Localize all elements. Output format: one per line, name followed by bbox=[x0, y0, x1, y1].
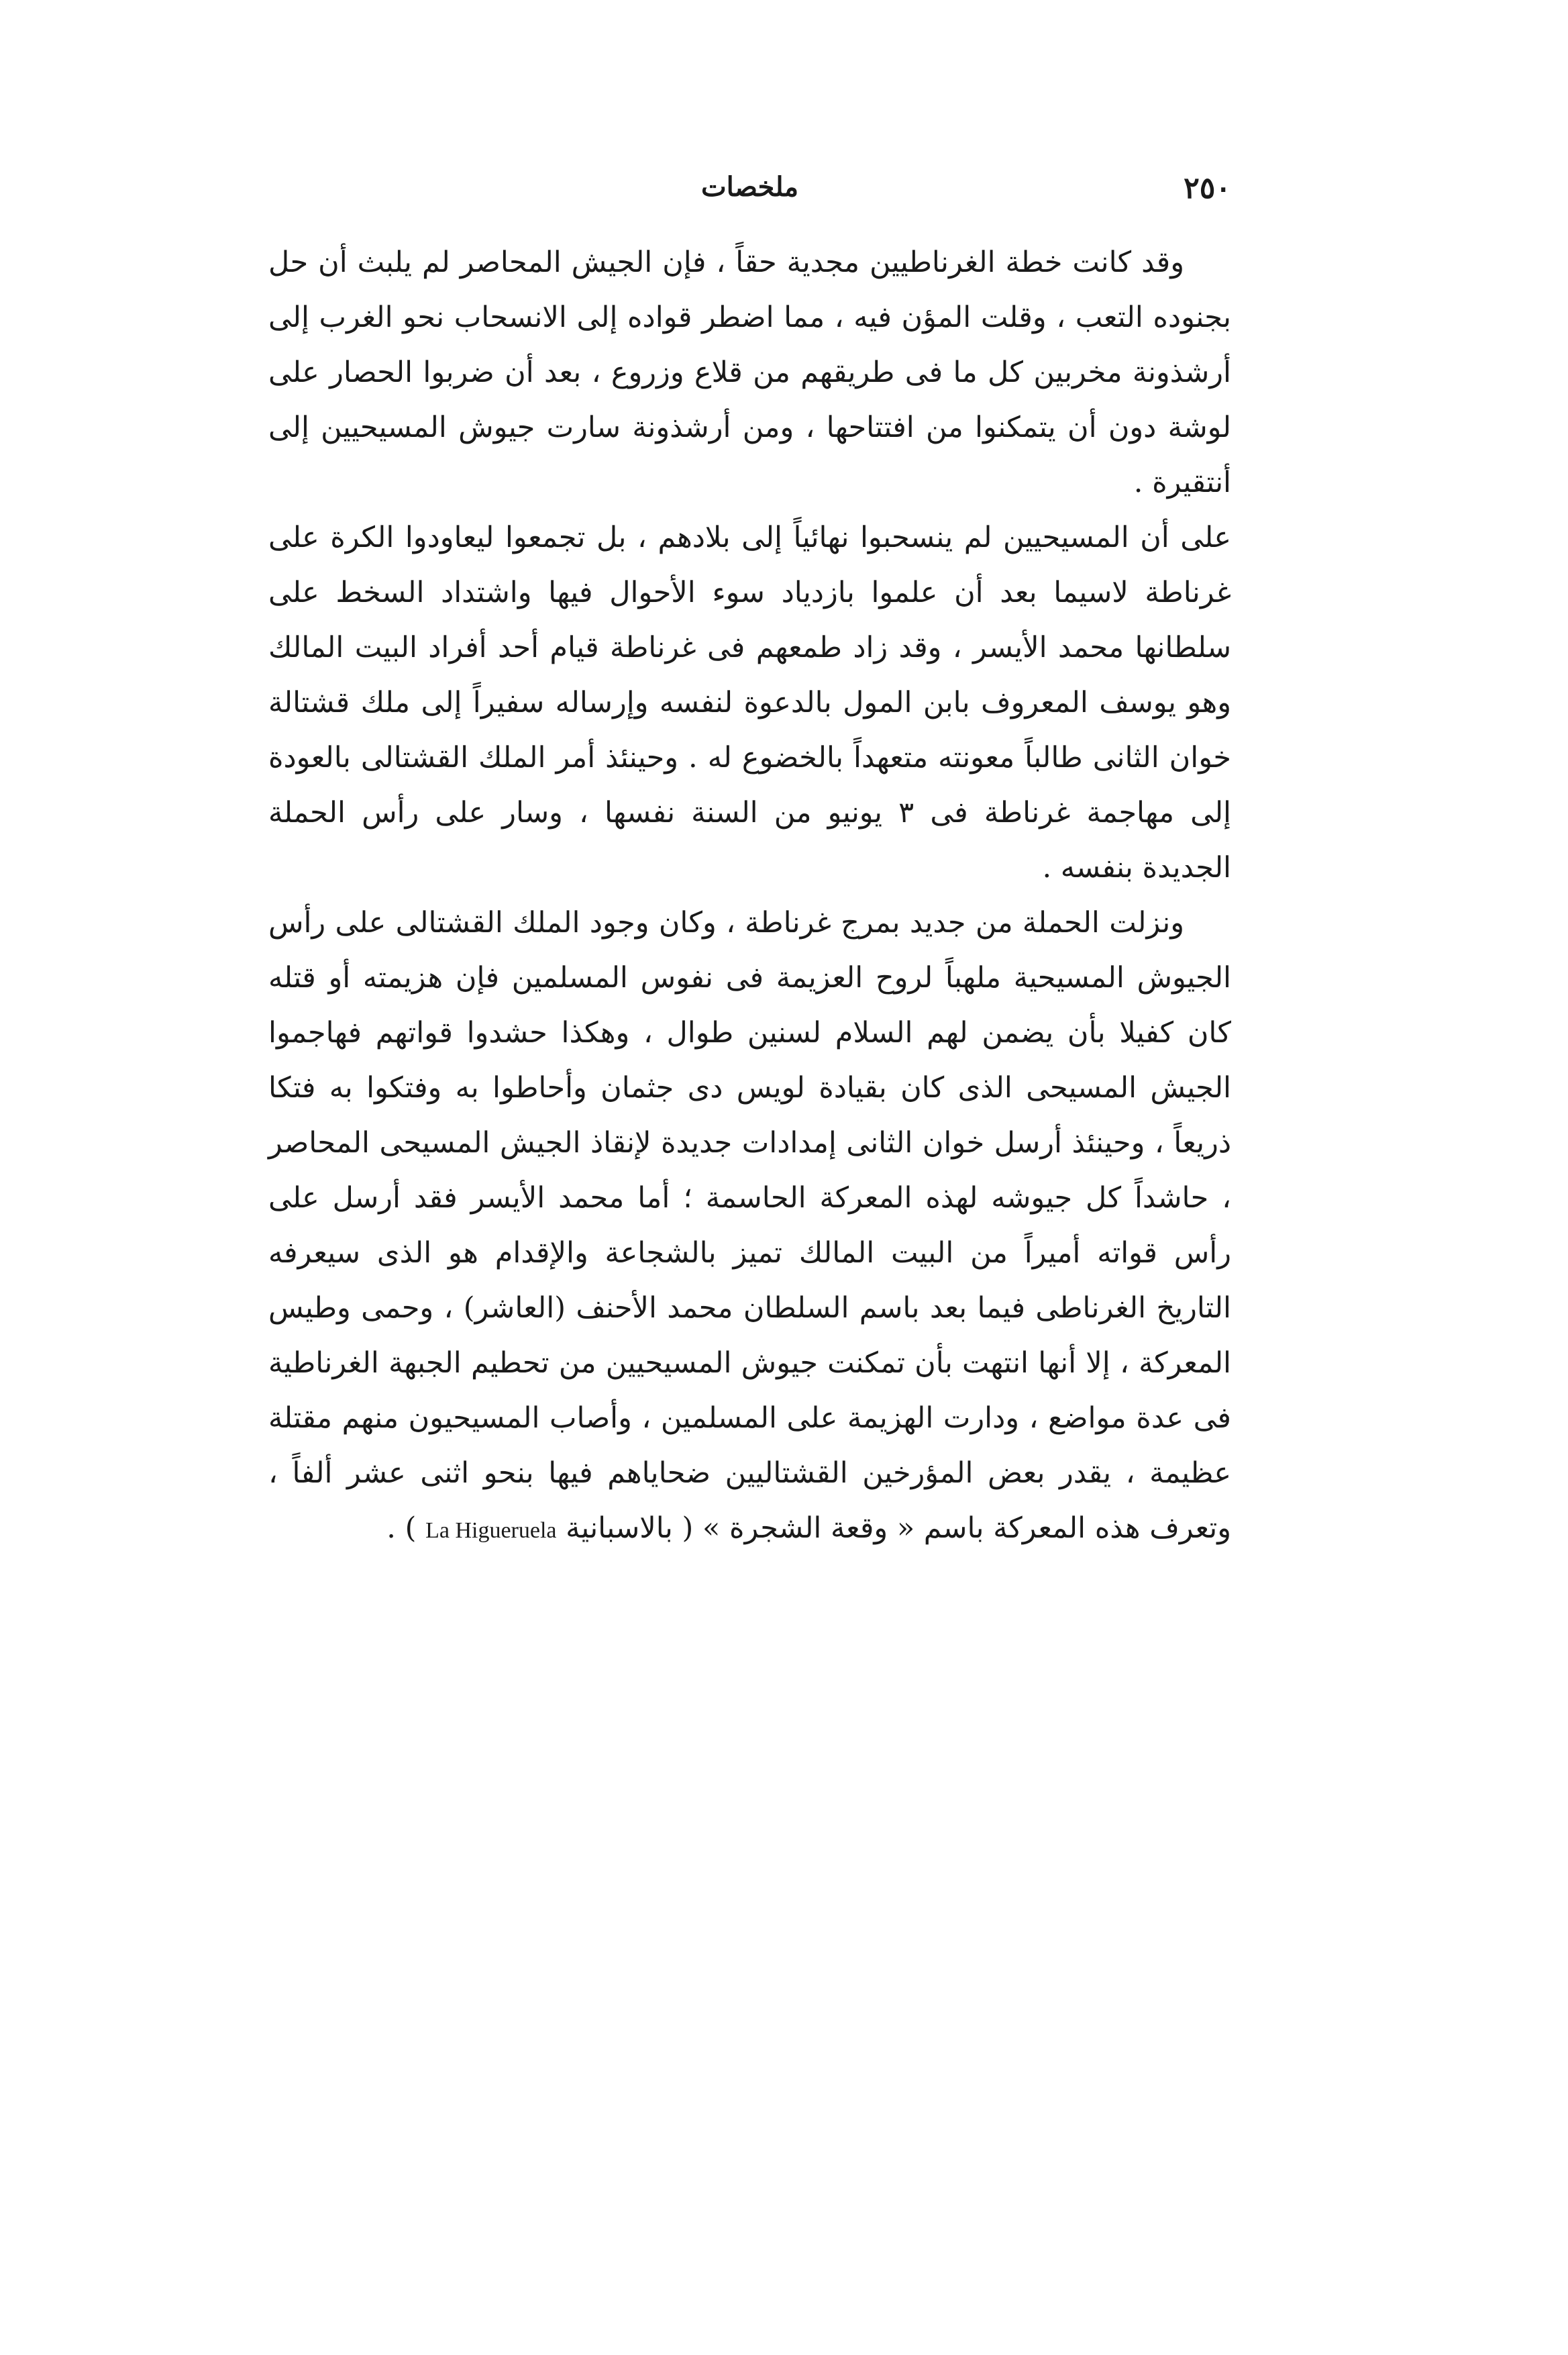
running-title: ملخصات bbox=[700, 171, 799, 203]
paragraph-3 bbox=[268, 895, 1231, 1558]
paragraph-2: على أن المسيحيين لم ينسحبوا نهائياً إلى بلادهم ، بل تجمعوا ليعاودوا الكرة على غرناطة لاسيما بعد أن علموا بازدياد سوء الأحوال فيها واشتداد السخط على سلطانها محمد الأيسر ، وقد زاد طمعهم فى غرناطة قيام أحد أفراد البيت المالك وهو يوسف المعروف بابن المول بالدعوة لنفسه وإرساله سفيراً إلى ملك قشتالة خوان الثانى طالباً معونته متعهداً بالخضوع له . وحينئذ أمر الملك القشتالى بالعودة إلى مهاجمة غرناطة فى ٣ يونيو من السنة نفسها ، وسار على رأس الحملة الجديدة بنفسه . bbox=[268, 521, 1231, 885]
body-text bbox=[268, 235, 1231, 1558]
paragraph-1: وقد كانت خطة الغرناطيين مجدية حقاً ، فإن الجيش المحاصر لم يلبث أن حل بجنوده التعب ، وقلت المؤن فيه ، مما اضطر قواده إلى الانسحاب نحو الغرب إلى أرشذونة مخربين كل ما فى طريقهم من قلاع وزروع ، بعد أن ضربوا الحصار على لوشة دون أن يتمكنوا من افتتاحها ، ومن أرشذونة سارت جيوش المسيحيين إلى أنتقيرة . bbox=[268, 246, 1231, 499]
page-number: ٢٥٠ bbox=[1184, 171, 1231, 205]
latin-term: La Higueruela bbox=[425, 1518, 557, 1543]
running-head bbox=[268, 171, 1231, 218]
paragraph-3-text: ونزلت الحملة من جديد بمرج غرناطة ، وكان وجود الملك القشتالى على رأس الجيوش المسيحية ملهباً لروح العزيمة فى نفوس المسلمين فإن هزيمته أو قتله كان كفيلا بأن يضمن لهم السلام لسنين طوال ، وهكذا حشدوا قواتهم فهاجموا الجيش المسيحى الذى كان بقيادة لويس دى جثمان وأحاطوا به وفتكوا به فتكا ذريعاً ، وحينئذ أرسل خوان الثانى إمدادات جديدة لإنقاذ الجيش المسيحى المحاصر ، حاشداً كل جيوشه لهذه المعركة الحاسمة ؛ أما محمد الأيسر فقد أرسل على رأس قواته أميراً من البيت المالك تميز بالشجاعة والإقدام هو الذى سيعرفه التاريخ الغرناطى فيما بعد باسم السلطان محمد الأحنف (العاشر) ، وحمى وطيس المعركة ، إلا أنها انتهت بأن تمكنت جيوش المسيحيين من تحطيم الجبهة الغرناطية فى عدة مواضع ، ودارت الهزيمة على المسلمين ، وأصاب المسيحيون منهم مقتلة عظيمة ، يقدر بعض المؤرخين القشتاليين ضحاياهم فيها بنحو اثنى عشر ألفاً ، وتعرف هذه المعركة باسم « وقعة الشجرة » ( بالاسبانية bbox=[268, 906, 1231, 1545]
paragraph-3-closing: ) . bbox=[386, 1511, 417, 1545]
